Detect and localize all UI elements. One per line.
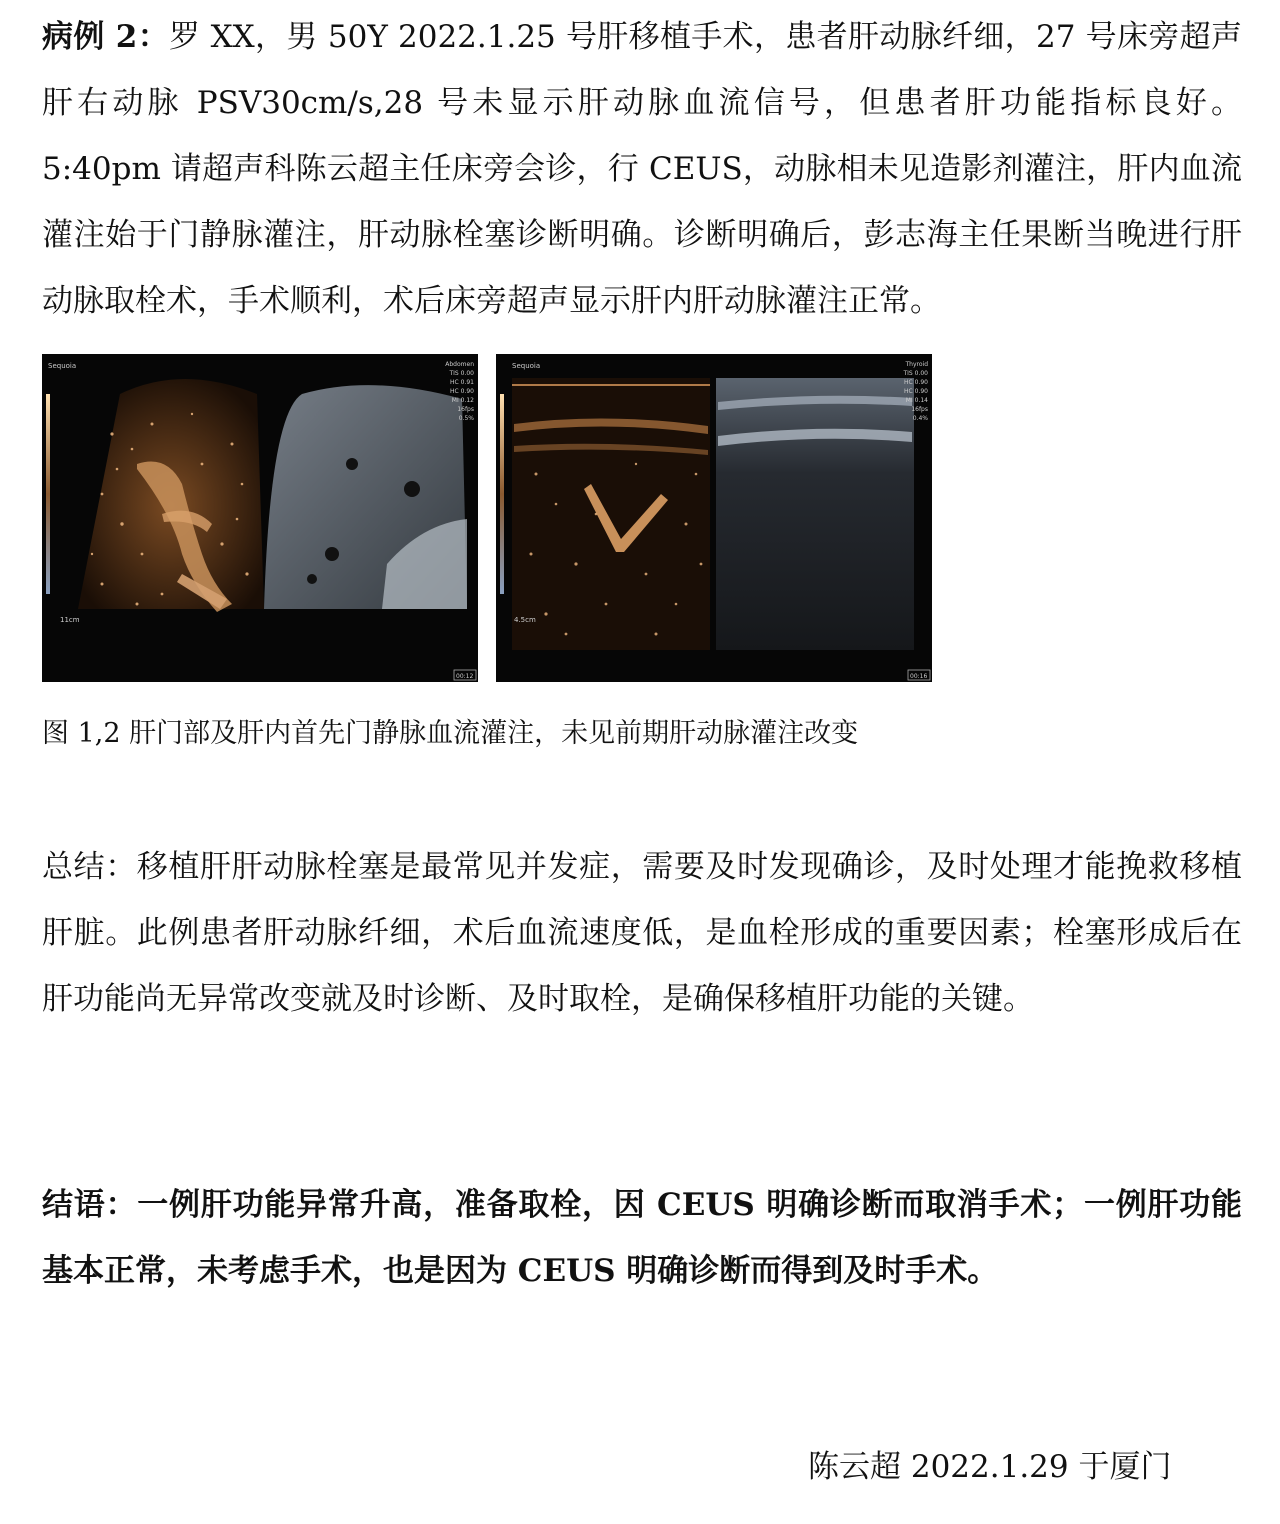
param-line: 16fps: [457, 406, 474, 413]
conclusion-paragraph: 结语：一例肝功能异常升高，准备取栓，因 CEUS 明确诊断而取消手术；一例肝功能基本正常，未考虑手术，也是因为 CEUS 明确诊断而得到及时手术。: [42, 1187, 1242, 1289]
ultrasound-image-2-graphic: [496, 354, 932, 682]
ultrasound-image-2: [496, 354, 932, 682]
timer-label: 00:12: [456, 673, 474, 680]
param-line: HC 0.90: [450, 388, 474, 395]
case-title: 病例 2：: [42, 19, 170, 55]
ultrasound-image-1-graphic: [42, 354, 478, 682]
param-line: HC 0.90: [904, 379, 928, 386]
param-line: MI 0.14: [905, 397, 928, 404]
param-line: TIS 0.00: [903, 370, 928, 377]
depth-label: 4.5cm: [514, 616, 536, 624]
ultrasound-image-1: [42, 354, 478, 682]
param-line: HC 0.91: [450, 379, 474, 386]
param-line: 0.4%: [912, 415, 928, 422]
param-line: Abdomen: [445, 361, 474, 368]
figure-caption: 图 1,2 肝门部及肝内首先门静脉血流灌注，未见前期肝动脉灌注改变: [42, 718, 859, 749]
signature: 陈云超 2022.1.29 于厦门: [808, 1449, 1172, 1485]
param-line: HC 0.90: [904, 388, 928, 395]
param-line: MI 0.12: [451, 397, 474, 404]
param-line: Thyroid: [905, 361, 928, 368]
param-line: TIS 0.00: [449, 370, 474, 377]
brand-label: Sequoia: [512, 362, 541, 370]
param-line: 16fps: [911, 406, 928, 413]
depth-label: 11cm: [60, 616, 80, 624]
timer-label: 00:16: [910, 673, 928, 680]
case-description: [42, 4, 1242, 334]
brand-label: Sequoia: [48, 362, 77, 370]
param-line: 0.5%: [458, 415, 474, 422]
summary-paragraph: 总结：移植肝肝动脉栓塞是最常见并发症，需要及时发现确诊，及时处理才能挽救移植肝脏。此例患者肝动脉纤细，术后血流速度低，是血栓形成的重要因素；栓塞形成后在肝功能尚无异常改变就及时诊断、及时取栓，是确保移植肝功能的关键。: [42, 849, 1242, 1017]
case-body: 罗 XX，男 50Y 2022.1.25 号肝移植手术，患者肝动脉纤细，27 号床旁超声肝右动脉 PSV30cm/s,28 号未显示肝动脉血流信号，但患者肝功能指标良好。5:40pm 请超声科陈云超主任床旁会诊，行 CEUS，动脉相未见造影剂灌注，肝内血流灌注始于门静脉灌注，肝动脉栓塞诊断明确。诊断明确后，彭志海主任果断当晚进行肝动脉取栓术，手术顺利，术后床旁超声显示肝内肝动脉灌注正常。: [42, 19, 1242, 319]
